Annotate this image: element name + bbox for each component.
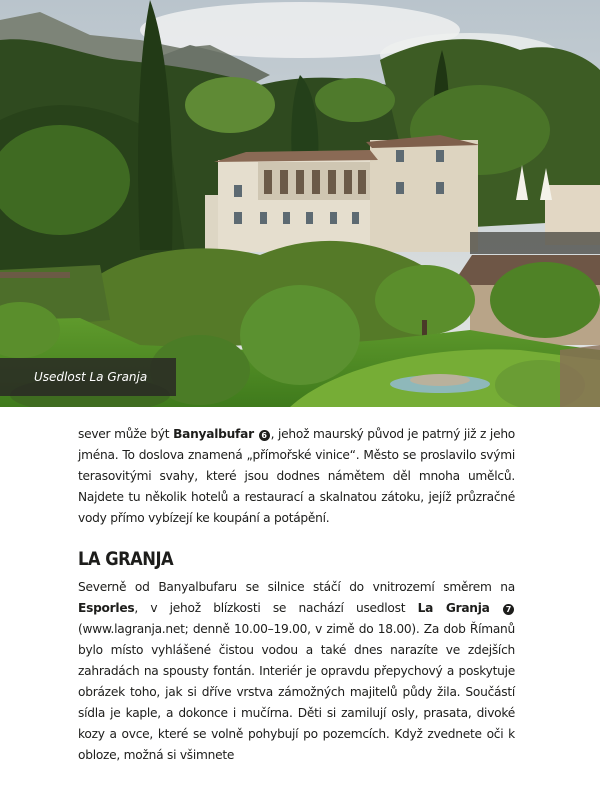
section-paragraph: Severně od Banyalbufaru se silnice stáčí do vnitrozemí směrem na Esporles, v jehož blízkosti se nachází usedlost La Granja 7 (www.lagranja.net; denně 10.00–19.00, v zimě do 18.00). Za dob Římanů bylo místo vyhlášené čistou vodou a také dnes narazíte ve zdejších zahradách na spousty fontán. Interiér je opravdu přepychový a poskytuje obrázek toho, jak si dříve vrstva zámožných majitelů půdy žila. Součástí sídla je kaple, a dokonce i mučírna. Děti si zamilují osly, prasata, divoké kozy a ovce, které se volně pohybují po pozemcích. Když zvednete oči k obloze, možná si všimnete xyxy=(78,580,515,762)
map-marker-6: 6 xyxy=(259,430,270,441)
section-heading: LA GRANJA xyxy=(78,548,174,570)
place-esporles: Esporles xyxy=(78,601,135,615)
intro-paragraph: sever může být Banyalbufar 6 , jehož maurský původ je patrný již z jeho jména. To doslova znamená „přímořské vinice“. Město se proslavilo svými terasovitými svahy, které jsou dodnes námětem děl mnoha umělců. Najdete tu několik hotelů a restaurací a skalnatou zátoku, jejíž průzračné vody přímo vybízejí ke koupání a potápění. xyxy=(78,427,515,525)
map-marker-7: 7 xyxy=(503,604,514,615)
photo-caption: Usedlost La Granja xyxy=(0,358,176,396)
place-la-granja: La Granja xyxy=(417,601,490,615)
place-banyalbufar: Banyalbufar xyxy=(173,427,254,441)
